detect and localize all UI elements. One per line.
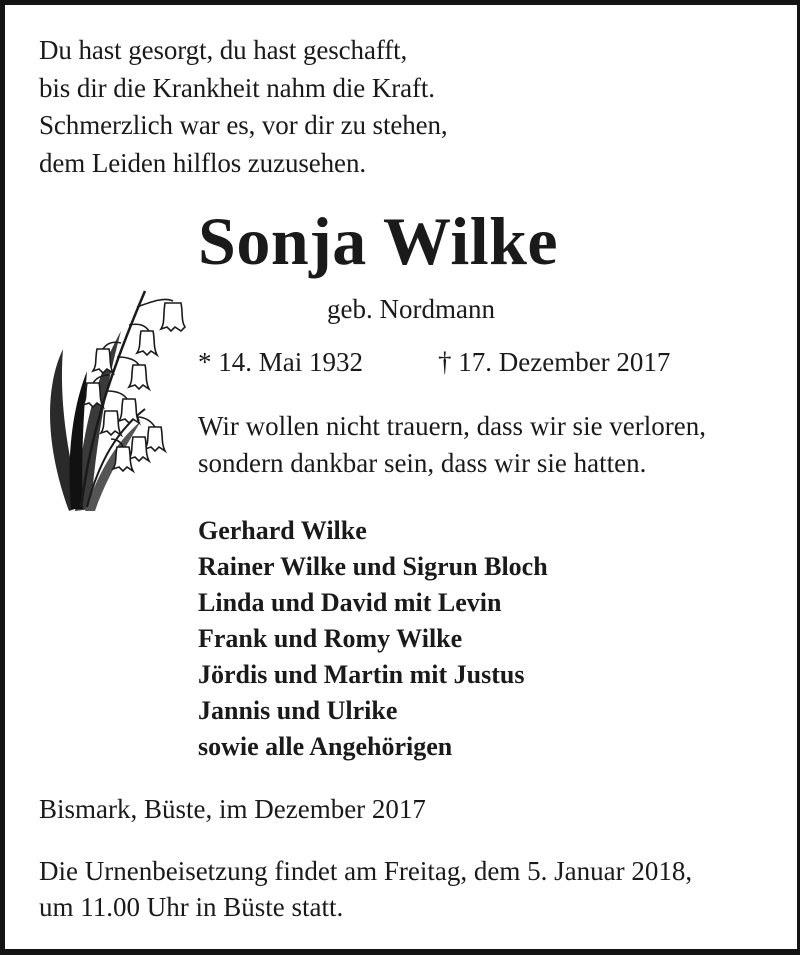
burial-line: Die Urnenbeisetzung findet am Freitag, dem 5. Januar 2018, (39, 856, 693, 886)
death-date: † 17. Dezember 2017 (438, 347, 671, 377)
memorial-quote (198, 408, 706, 482)
quote-line: Wir wollen nicht trauern, dass wir sie verloren, (198, 411, 707, 441)
mourner-name: sowie alle Angehörigen (198, 732, 453, 761)
deceased-name: Sonja Wilke (198, 203, 559, 279)
poem (39, 32, 448, 182)
mourner-name: Gerhard Wilke (198, 516, 367, 545)
poem-line: Du hast gesorgt, du hast geschafft, (39, 35, 408, 65)
birth-date: * 14. Mai 1932 (198, 347, 363, 377)
lily-of-the-valley-icon (41, 261, 193, 515)
mourner-name: Jannis und Ulrike (198, 696, 398, 725)
mourners-list (198, 513, 548, 765)
mourner-name: Jördis und Martin mit Justus (198, 660, 525, 689)
burial-line: um 11.00 Uhr in Büste statt. (39, 892, 344, 922)
poem-line: dem Leiden hilflos zuzusehen. (39, 147, 366, 178)
quote-line: sondern dankbar sein, dass wir sie hatten. (198, 448, 647, 478)
poem-line: bis dir die Krankheit nahm die Kraft. (39, 72, 435, 103)
poem-line: Schmerzlich war es, vor dir zu stehen, (39, 110, 448, 140)
mourner-name: Frank und Romy Wilke (198, 624, 463, 653)
mourner-name: Rainer Wilke und Sigrun Bloch (198, 552, 548, 581)
mourner-name: Linda und David mit Levin (198, 588, 502, 617)
maiden-name: geb. Nordmann (327, 294, 495, 324)
place-and-date: Bismark, Büste, im Dezember 2017 (39, 794, 426, 824)
burial-info (39, 853, 692, 925)
